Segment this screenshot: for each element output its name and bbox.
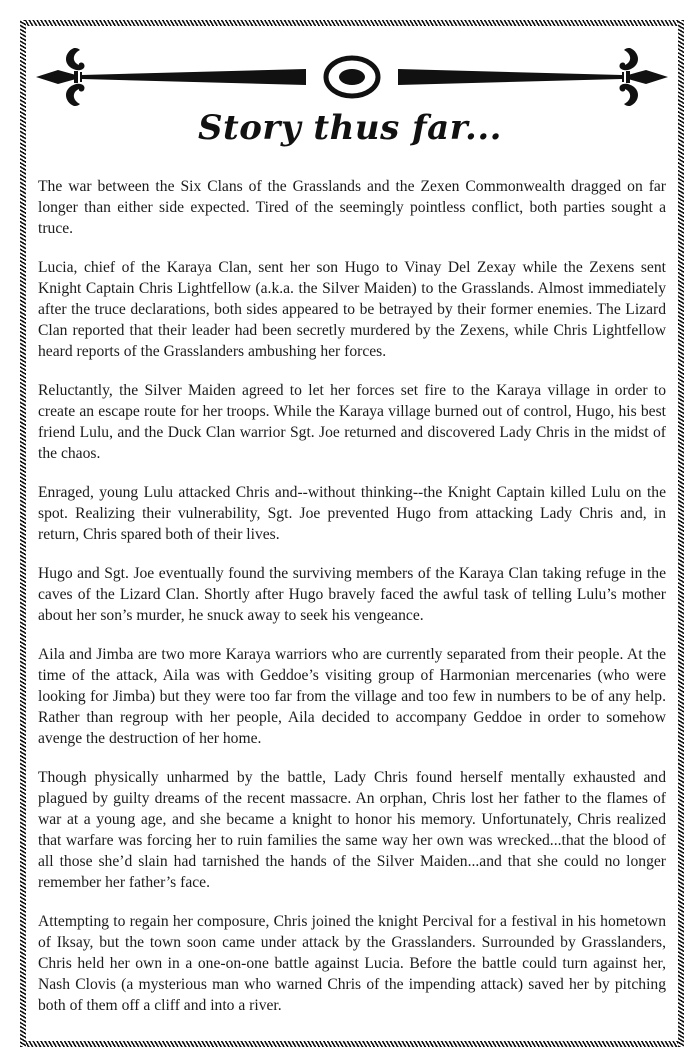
story-paragraph: Attempting to regain her composure, Chris joined the knight Percival for a festival in his hometown of Iksay, but the town soon came under attack by the Grasslanders. Surrounded by Grasslanders, Chris held her own in a one-on-one battle against Lucia. Before the battle could turn against her, Nash Clovis (a mysterious man who warned Chris of the impending attack) saved her by pitching both of them off a cliff and into a river. bbox=[38, 913, 666, 1014]
story-paragraph: Hugo and Sgt. Joe eventually found the surviving members of the Karaya Clan taking refuge in the caves of the Lizard Clan. Shortly after Hugo bravely faced the awful task of telling Lulu’s mother about her son’s murder, he snuck away to seek his vengeance. bbox=[38, 565, 666, 624]
border-right bbox=[678, 20, 684, 1047]
page-title: Story thus far... bbox=[197, 108, 503, 148]
story-paragraph: Aila and Jimba are two more Karaya warriors who are currently separated from their people. At the time of the attack, Aila was with Geddoe’s visiting group of Harmonian mercenaries (who were looking for Jimba) but they were too far from the village and too few in numbers to be of any help. Rather than regroup with her people, Aila decided to accompany Geddoe in order to somehow avenge the destruction of her home. bbox=[38, 646, 666, 747]
border-top bbox=[20, 20, 684, 26]
border-bottom bbox=[20, 1041, 684, 1047]
story-paragraph: The war between the Six Clans of the Grasslands and the Zexen Commonwealth dragged on far longer than either side expected. Tired of the seemingly pointless conflict, both parties sought a truce. bbox=[38, 178, 666, 237]
story-body bbox=[38, 176, 666, 1034]
story-paragraph: Reluctantly, the Silver Maiden agreed to let her forces set fire to the Karaya village in order to create an escape route for her troops. While the Karaya village burned out of control, Hugo, his best friend Lulu, and the Duck Clan warrior Sgt. Joe returned and discovered Lady Chris in the midst of the chaos. bbox=[38, 382, 666, 462]
fleur-de-lis-divider-icon bbox=[36, 44, 668, 110]
story-paragraph: Lucia, chief of the Karaya Clan, sent her son Hugo to Vinay Del Zexay while the Zexens sent Knight Captain Chris Lightfellow (a.k.a. the Silver Maiden) to the Grasslands. Almost immediately after the truce declarations, both sides appeared to be betrayed by their former enemies. The Lizard Clan reported that their leader had been secretly murdered by the Zexens, while Chris Lightfellow heard reports of the Grasslanders ambushing her forces. bbox=[38, 259, 666, 360]
story-paragraph: Though physically unharmed by the battle, Lady Chris found herself mentally exhausted and plagued by guilty dreams of the recent massacre. An orphan, Chris lost her father to the flames of war at a young age, and she became a knight to honor his memory. Unfortunately, Chris realized that warfare was forcing her to ruin families the same way her own was wrecked...that the blood of all those she’d slain had tarnished the hands of the Silver Maiden...and that she could no longer remember her father’s face. bbox=[38, 769, 666, 891]
story-paragraph: Enraged, young Lulu attacked Chris and--without thinking--the Knight Captain killed Lulu on the spot. Realizing their vulnerability, Sgt. Joe prevented Hugo from attacking Lady Chris and, in return, Chris spared both of their lives. bbox=[38, 484, 666, 543]
border-left bbox=[20, 20, 26, 1047]
